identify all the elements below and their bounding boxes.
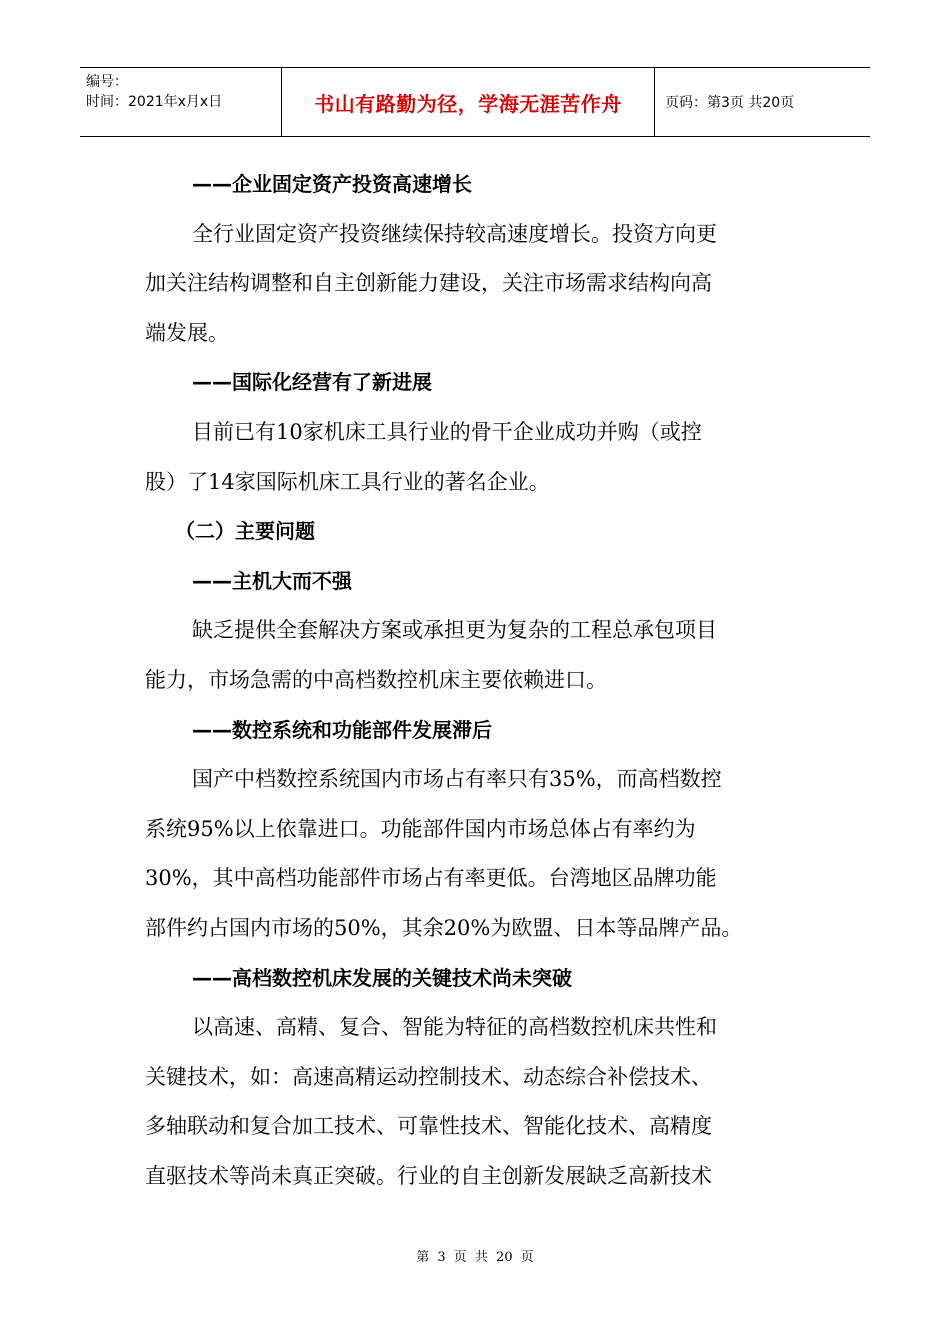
serial-label: 编号： <box>86 74 128 90</box>
section-heading: ——企业固定资产投资高速增长 <box>192 172 472 196</box>
paragraph-line: 端发展。 <box>145 320 229 345</box>
paragraph-line: 股）了14家国际机床工具行业的著名企业。 <box>145 469 550 494</box>
time-label: 时间：2021年x月x日 <box>86 94 223 110</box>
paragraph-line: 缺乏提供全套解决方案或承担更为复杂的工程总承包项目 <box>192 618 717 643</box>
page-footer: 第 3 页 共 20 页 <box>416 1250 534 1265</box>
paragraph-line: 30%，其中高档功能部件市场占有率更低。台湾地区品牌功能 <box>145 866 717 891</box>
page-header <box>80 67 870 137</box>
paragraph-line: 关键技术，如：高速高精运动控制技术、动态综合补偿技术、 <box>145 1064 712 1089</box>
paragraph-line: 目前已有10家机床工具行业的骨干企业成功并购（或控 <box>192 419 702 444</box>
header-motto: 书山有路勤为径，学海无涯苦作舟 <box>282 68 655 136</box>
header-meta <box>80 68 282 136</box>
paragraph-line: 系统95%以上依靠进口。功能部件国内市场总体占有率约为 <box>145 816 696 841</box>
section-heading: ——国际化经营有了新进展 <box>192 370 432 395</box>
document-body <box>145 160 805 1201</box>
paragraph-line: 能力，市场急需的中高档数控机床主要依赖进口。 <box>145 667 607 692</box>
header-page-info: 页码：第3页 共20页 <box>665 95 795 111</box>
section-heading: ——高档数控机床发展的关键技术尚未突破 <box>192 965 572 990</box>
paragraph-line: 直驱技术等尚未真正突破。行业的自主创新发展缺乏高新技术 <box>145 1163 712 1188</box>
section-heading: ——主机大而不强 <box>192 568 352 593</box>
chapter-heading: （二）主要问题 <box>175 519 315 544</box>
paragraph-line: 部件约占国内市场的50%，其余20%为欧盟、日本等品牌产品。 <box>145 915 743 940</box>
paragraph-line: 加关注结构调整和自主创新能力建设，关注市场需求结构向高 <box>145 271 712 296</box>
paragraph-line: 以高速、高精、复合、智能为特征的高档数控机床共性和 <box>192 1015 717 1040</box>
paragraph-line: 国产中档数控系统国内市场占有率只有35%，而高档数控 <box>192 767 722 792</box>
section-heading: ——数控系统和功能部件发展滞后 <box>192 717 492 742</box>
paragraph-line: 全行业固定资产投资继续保持较高速度增长。投资方向更 <box>192 221 717 246</box>
paragraph-line: 多轴联动和复合加工技术、可靠性技术、智能化技术、高精度 <box>145 1114 712 1139</box>
